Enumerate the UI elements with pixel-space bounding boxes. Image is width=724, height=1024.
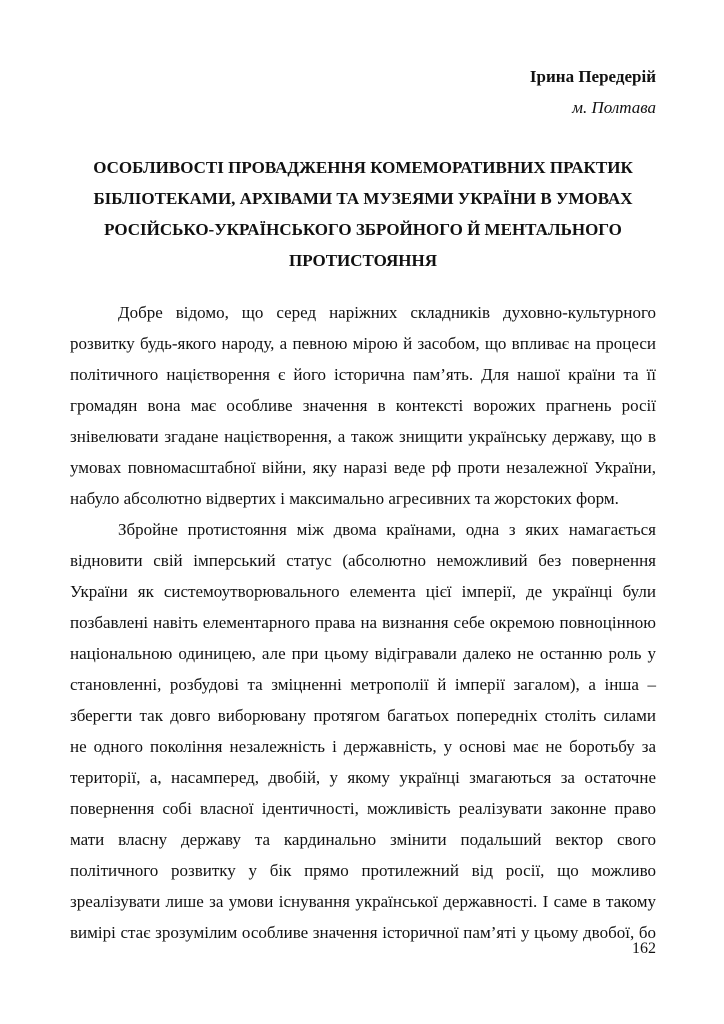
- body-line: політичного націєтворення є його історична пам’ять. Для нашої країни та її: [70, 365, 656, 384]
- paragraph-1: [70, 297, 656, 514]
- page-number: 162: [632, 940, 656, 957]
- body-line: умовах повномасштабної війни, яку наразі веде рф проти незалежної України,: [70, 458, 656, 477]
- title-line: ОСОБЛИВОСТІ ПРОВАДЖЕННЯ КОМЕМОРАТИВНИХ ПРАКТИК: [93, 158, 633, 177]
- body-line: території, а, насамперед, двобій, у якому українці змагаються за остаточне: [70, 768, 656, 787]
- body-line: повернення собі власної ідентичності, можливість реалізувати законне право: [70, 799, 656, 818]
- title-line: БІБЛІОТЕКАМИ, АРХІВАМИ ТА МУЗЕЯМИ УКРАЇНИ В УМОВАХ: [93, 189, 633, 208]
- body-line: зберегти так довго виборювану протягом багатьох попередніх століть силами: [70, 706, 656, 725]
- body-line: національною одиницею, але при цьому відігравали далеко не останню роль у: [70, 644, 656, 663]
- author-name: Ірина Передерій: [529, 67, 656, 86]
- article-body: [70, 297, 656, 948]
- body-line: Добре відомо, що серед наріжних складників духовно-культурного: [118, 303, 656, 322]
- body-line: розвитку будь-якого народу, а певною мірою й засобом, що впливає на процеси: [70, 334, 656, 353]
- body-line: Збройне протистояння між двома країнами, одна з яких намагається: [118, 520, 656, 539]
- body-line: громадян вона має особливе значення в контексті ворожих прагнень росії: [70, 396, 656, 415]
- title-line: РОСІЙСЬКО-УКРАЇНСЬКОГО ЗБРОЙНОГО Й МЕНТАЛЬНОГО: [104, 220, 622, 239]
- article-title: [70, 152, 656, 276]
- body-line: набуло абсолютно відвертих і максимально агресивних та жорстоких форм.: [70, 489, 619, 508]
- body-line: політичного розвитку у бік прямо протилежний від росії, що можливо: [70, 861, 656, 880]
- body-line: позбавлені навіть елементарного права на визнання себе окремою повноцінною: [70, 613, 656, 632]
- author-city: м. Полтава: [572, 98, 656, 117]
- body-line: України як системоутворювального елемента цієї імперії, де українці були: [70, 582, 656, 601]
- body-line: вимірі стає зрозумілим особливе значення історичної пам’яті у цьому двобої, бо: [70, 923, 656, 942]
- body-line: становленні, розбудові та зміцненні метрополії й імперії загалом), а інша –: [70, 675, 656, 694]
- body-line: знівелювати згадане націєтворення, а також знищити українську державу, що в: [70, 427, 656, 446]
- body-line: не одного покоління незалежність і державність, у основі має не боротьбу за: [70, 737, 656, 756]
- paragraph-2: [70, 514, 656, 948]
- body-line: відновити свій імперський статус (абсолютно неможливий без повернення: [70, 551, 656, 570]
- body-line: мати власну державу та кардинально змінити подальший вектор свого: [70, 830, 656, 849]
- body-line: зреалізувати лише за умови існування української державності. І саме в такому: [70, 892, 656, 911]
- title-line: ПРОТИСТОЯННЯ: [288, 251, 438, 270]
